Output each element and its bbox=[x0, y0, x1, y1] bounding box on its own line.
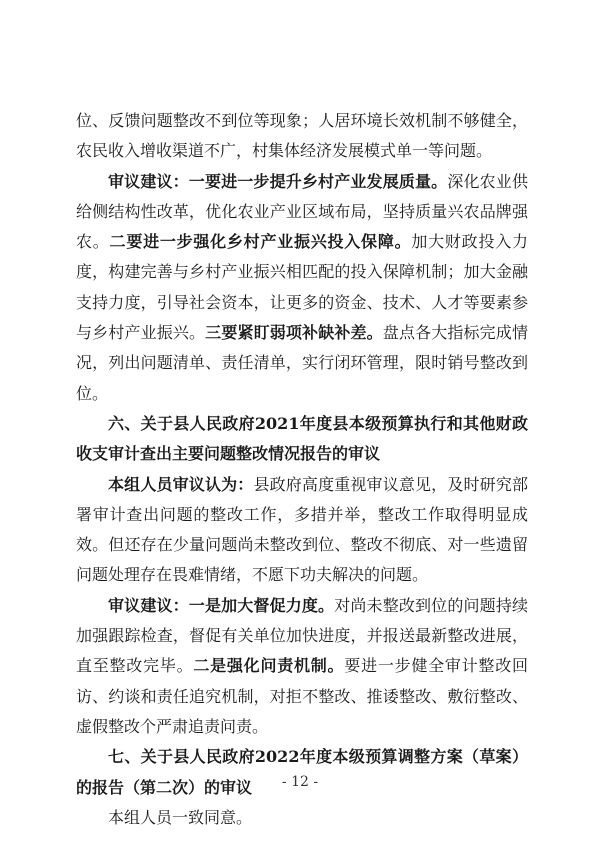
suggestion-1-title: 一是加大督促力度。 bbox=[188, 595, 335, 615]
section-heading-6: 六、关于县人民政府2021年度县本级预算执行和其他财政收支审计查出主要问题整改情况报告的审议 bbox=[76, 413, 528, 464]
paragraph-continuation: 位、反馈问题整改不到位等现象；人居环境长效机制不够健全，农民收入增收渠道不广，村集体经济发展模式单一等问题。 bbox=[76, 111, 528, 161]
suggestion-2-title: 二要进一步强化乡村产业振兴投入保障。 bbox=[109, 232, 412, 252]
suggestion-3-title: 三要紧盯弱项补缺补差。 bbox=[205, 323, 383, 343]
suggestion-1-text: 对尚未整改到位的问题持续加强跟踪检查，督促有关单位加快进度，并报送最新整改进展，直至整改完毕。 bbox=[76, 595, 528, 676]
label-review-suggestion: 审议建议： bbox=[108, 595, 189, 615]
paragraph-review-suggestion-audit bbox=[76, 591, 528, 742]
section-heading-7: 七、关于县人民政府2022年度本级预算调整方案（草案）的报告（第二次）的审议 bbox=[76, 747, 528, 797]
suggestion-2-text: 要进一步健全审计整改回访、约谈和责任追究机制，对拒不整改、推诿整改、敷衍整改、虚假整改个严肃追责问责。 bbox=[76, 656, 528, 736]
suggestion-2-title: 二是强化问责机制。 bbox=[193, 656, 345, 676]
suggestion-2-text: 加大财政投入力度，构建完善与乡村产业振兴相匹配的投入保障机制；加大金融支持力度，引导社会资本，让更多的资金、技术、人才等要素参与乡村产业振兴。 bbox=[76, 232, 528, 343]
suggestion-3-text: 盘点各大指标完成情况，列出问题清单、责任清单，实行闭环管理，限时销号整改到位。 bbox=[76, 323, 528, 403]
page-number: - 12 - bbox=[281, 774, 319, 790]
label-review-opinion: 本组人员审议认为： bbox=[108, 474, 254, 494]
paragraph-review-suggestion-rural bbox=[76, 167, 528, 409]
paragraph-agreement: 本组人员一致同意。 bbox=[108, 807, 253, 827]
review-opinion-text: 县政府高度重视审议意见，及时研究部署审计查出问题的整改工作，多措并举，整改工作取得明显成效。但还存在少量问题尚未整改到位、整改不彻底、对一些遗留问题处理存在畏难情绪，不愿下功夫解决的问题。 bbox=[76, 474, 528, 585]
document-body bbox=[76, 106, 528, 833]
paragraph-review-opinion bbox=[76, 470, 528, 591]
suggestion-1-text: 深化农业供给侧结构性改革，优化农业产业区域布局，坚持质量兴农品牌强农。 bbox=[76, 171, 528, 252]
label-review-suggestion: 审议建议： bbox=[108, 171, 189, 191]
suggestion-1-title: 一要进一步提升乡村产业发展质量。 bbox=[188, 171, 448, 191]
